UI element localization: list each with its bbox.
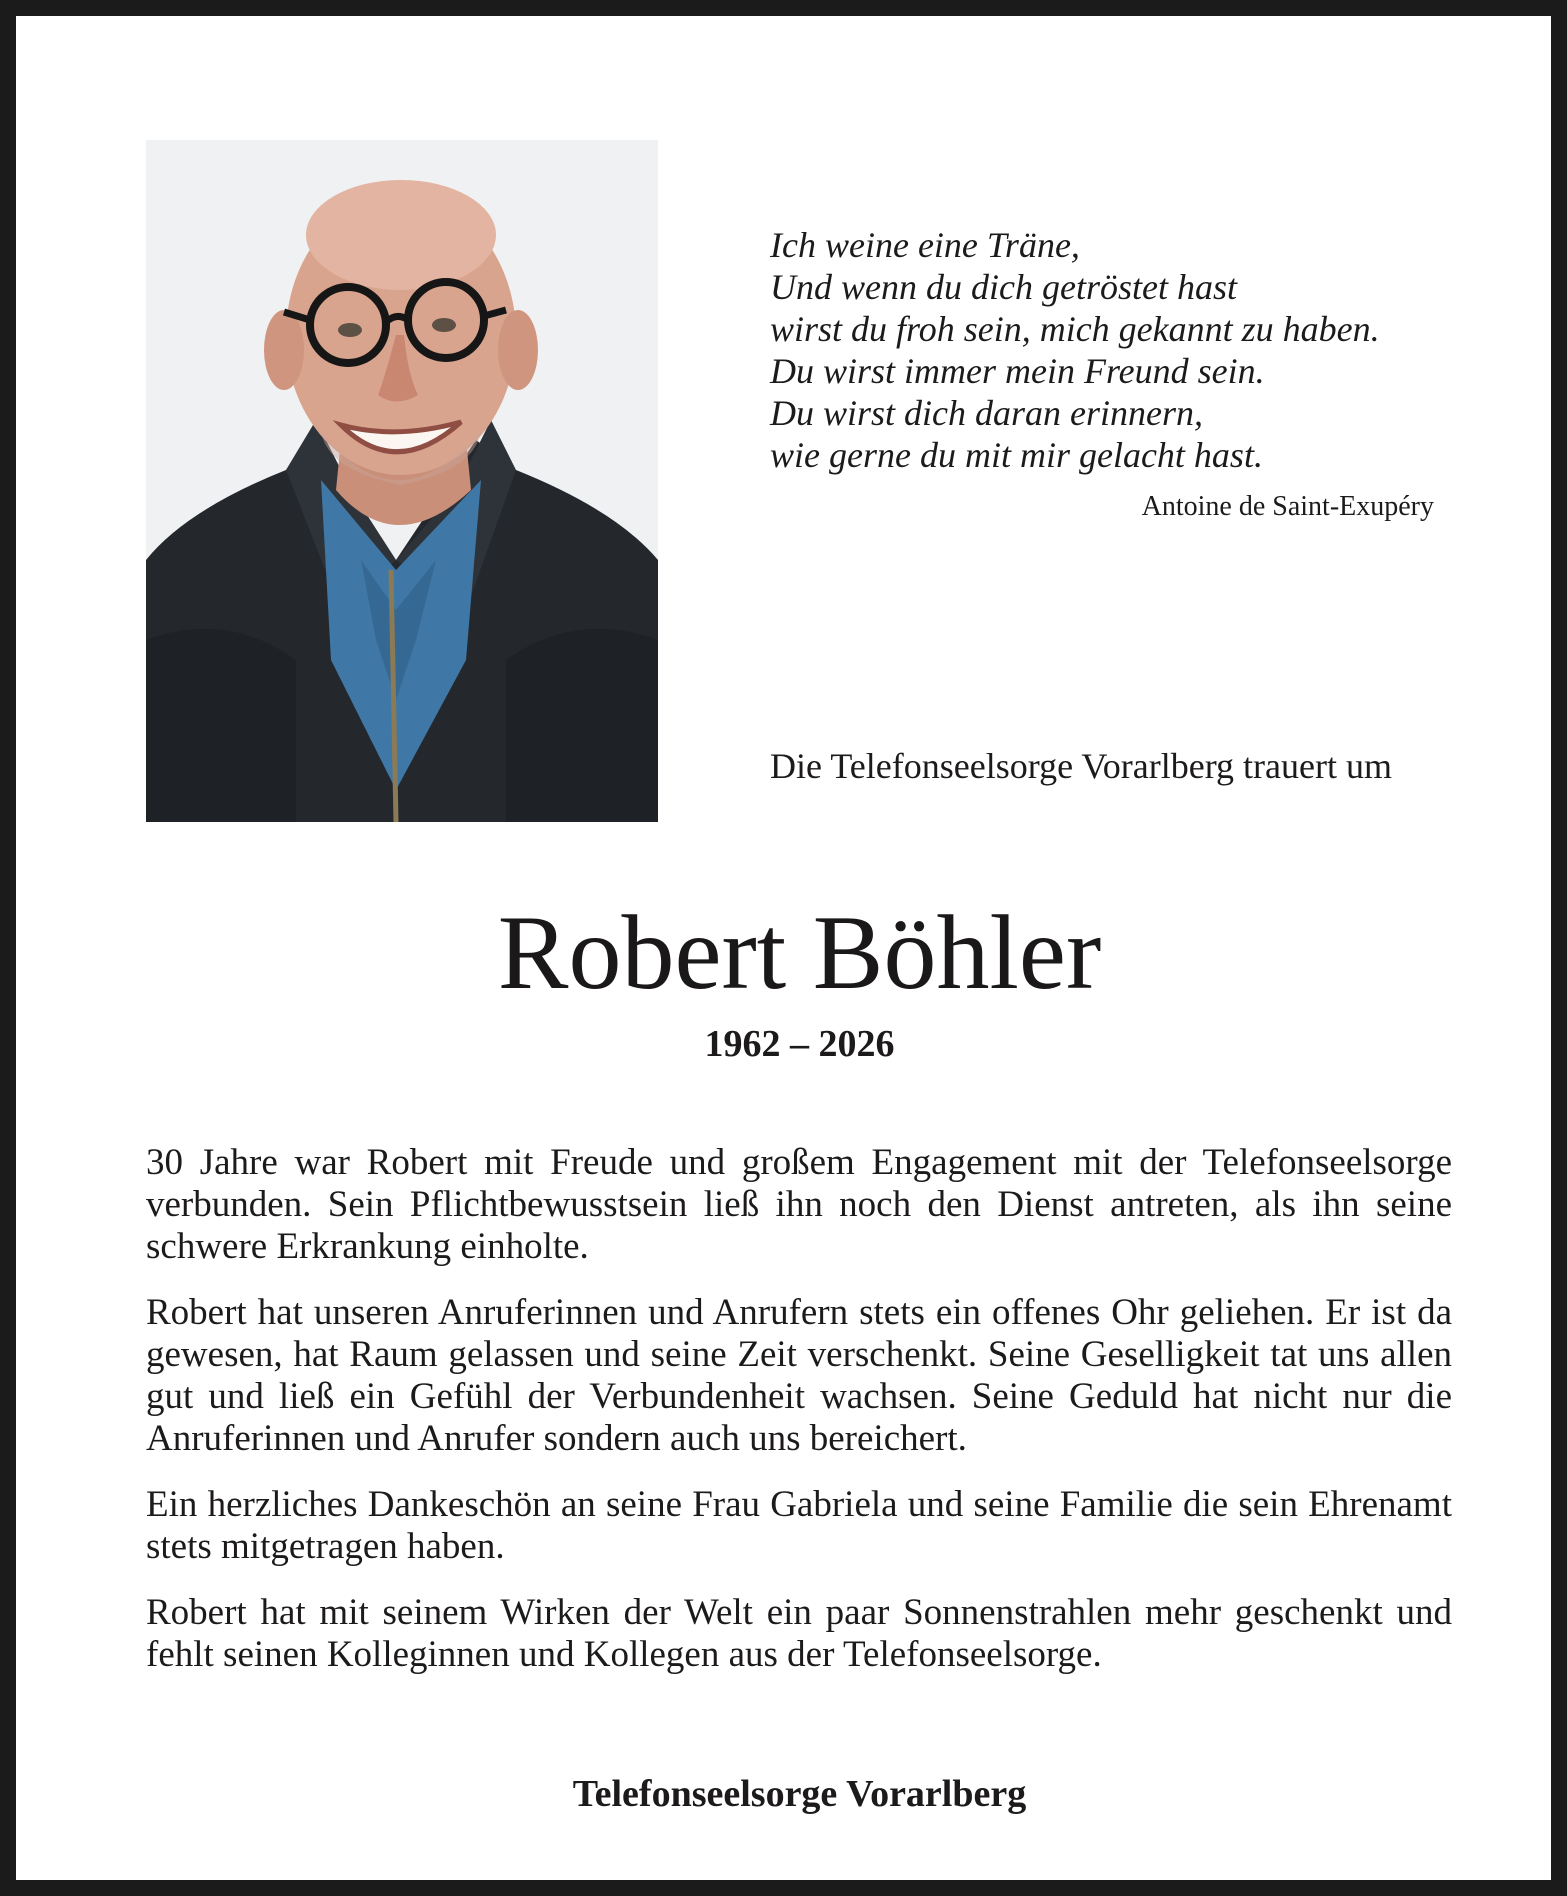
paragraph: Robert hat mit seinem Wirken der Welt ein paar Sonnenstrahlen mehr geschenkt und fehlt seinen Kolleginnen und Kollegen aus der Telefonseelsorge. <box>146 1592 1452 1675</box>
paragraph: Robert hat unseren Anruferinnen und Anrufern stets ein offenes Ohr geliehen. Er ist da gewesen, hat Raum gelassen und seine Zeit verschenkt. Seine Geselligkeit tat uns allen gut und ließ ein Gefühl der Verbundenheit wachsen. Seine Geduld hat nicht nur die Anruferinnen und Anrufer sondern auch uns bereichert. <box>146 1292 1452 1459</box>
obituary-text <box>146 1142 1452 1700</box>
poem-line: wie gerne du mit mir gelacht hast. <box>770 435 1263 475</box>
mourning-line: Die Telefonseelsorge Vorarlberg trauert um <box>770 746 1392 786</box>
paragraph: Ein herzliches Dankeschön an seine Frau Gabriela und seine Familie die sein Ehrenamt stets mitgetragen haben. <box>146 1484 1452 1567</box>
poem-line: wirst du froh sein, mich gekannt zu haben. <box>770 309 1380 349</box>
poem-line: Ich weine eine Träne, <box>770 225 1080 265</box>
life-dates: 1962 – 2026 <box>704 1023 895 1065</box>
signature: Telefonseelsorge Vorarlberg <box>572 1773 1027 1815</box>
portrait-illustration <box>146 140 658 822</box>
poem-line: Du wirst dich daran erinnern, <box>770 393 1204 433</box>
deceased-name: Robert Böhler <box>497 894 1102 1011</box>
poem-line: Und wenn du dich getröstet hast <box>770 267 1237 307</box>
poem-author: Antoine de Saint-Exupéry <box>1141 491 1434 522</box>
poem-line: Du wirst immer mein Freund sein. <box>770 351 1265 391</box>
poem <box>770 224 1470 476</box>
portrait-photo <box>146 140 658 822</box>
paragraph: 30 Jahre war Robert mit Freude und großem Engagement mit der Telefonseelsorge verbunden. Sein Pflichtbewusstsein ließ ihn noch den Dienst antreten, als ihn seine schwere Erkrankung einholte. <box>146 1142 1452 1267</box>
